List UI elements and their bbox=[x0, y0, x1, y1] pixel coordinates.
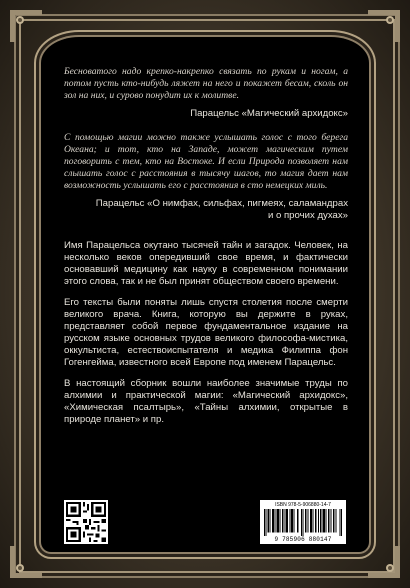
paragraph-2: Его тексты были поняты лишь спустя столетия после смерти великого врача. Книга, которую вы держите в руках, представляет собой первое фундаментальное издание на русском языке основных трудов великого философа-мистика, оккультиста, естествоиспытателя и медика Филиппа фон Гогенгейма, известного всей Европе под именем Парацельс. bbox=[64, 297, 348, 368]
quote-2: С помощью магии можно также услышать голос с того берега Океана; и тот, кто на Западе, может магическим путем поговорить с тем, кто на Востоке. И если Природа позволяет нам слышать голос с расстояния в тысячу шагов, то магия дает нам возможность услышать его с расстояния в сто немецких миль. bbox=[64, 132, 348, 191]
paragraph-1: Имя Парацельса окутано тысячей тайн и загадок. Человек, на несколько веков опередивший свое время, и фактически основавший медицину как науку в современном понимании этого слова, так и не был принят обществом своего времени. bbox=[64, 240, 348, 287]
corner-ornament-icon bbox=[364, 542, 404, 582]
corner-ornament-icon bbox=[364, 6, 404, 46]
paragraph-3: В настоящий сборник вошли наиболее значимые труды по алхимии и практической магии: «Магический архидокс», «Химическая псалтырь», «Тайны алхимии, открытые в природе планет» и пр. bbox=[64, 378, 348, 425]
corner-ornament-icon bbox=[6, 6, 46, 46]
cover-text bbox=[64, 66, 348, 426]
isbn-text: ISBN 978-5-906880-14-7 bbox=[275, 502, 331, 508]
corner-ornament-icon bbox=[6, 542, 46, 582]
barcode-bars-icon bbox=[264, 509, 342, 536]
qr-code-icon bbox=[64, 500, 108, 544]
barcode bbox=[260, 500, 346, 544]
quote-1: Бесноватого надо крепко-накрепко связать по рукам и ногам, а потом пусть кто-нибудь ляжет на него и покажет бесам, сколь он зол на них, и сурово понудит их к молитве. bbox=[64, 66, 348, 101]
codes-row bbox=[64, 500, 348, 544]
quote-2-attribution-line2: и о прочих духах» bbox=[267, 210, 348, 221]
quote-1-attribution: Парацельс «Магический архидокс» bbox=[190, 108, 348, 119]
quote-2-attribution-line1: Парацельс «О нимфах, сильфах, пигмеях, саламандрах bbox=[95, 198, 348, 209]
barcode-digits: 9 785906 880147 bbox=[274, 536, 332, 543]
